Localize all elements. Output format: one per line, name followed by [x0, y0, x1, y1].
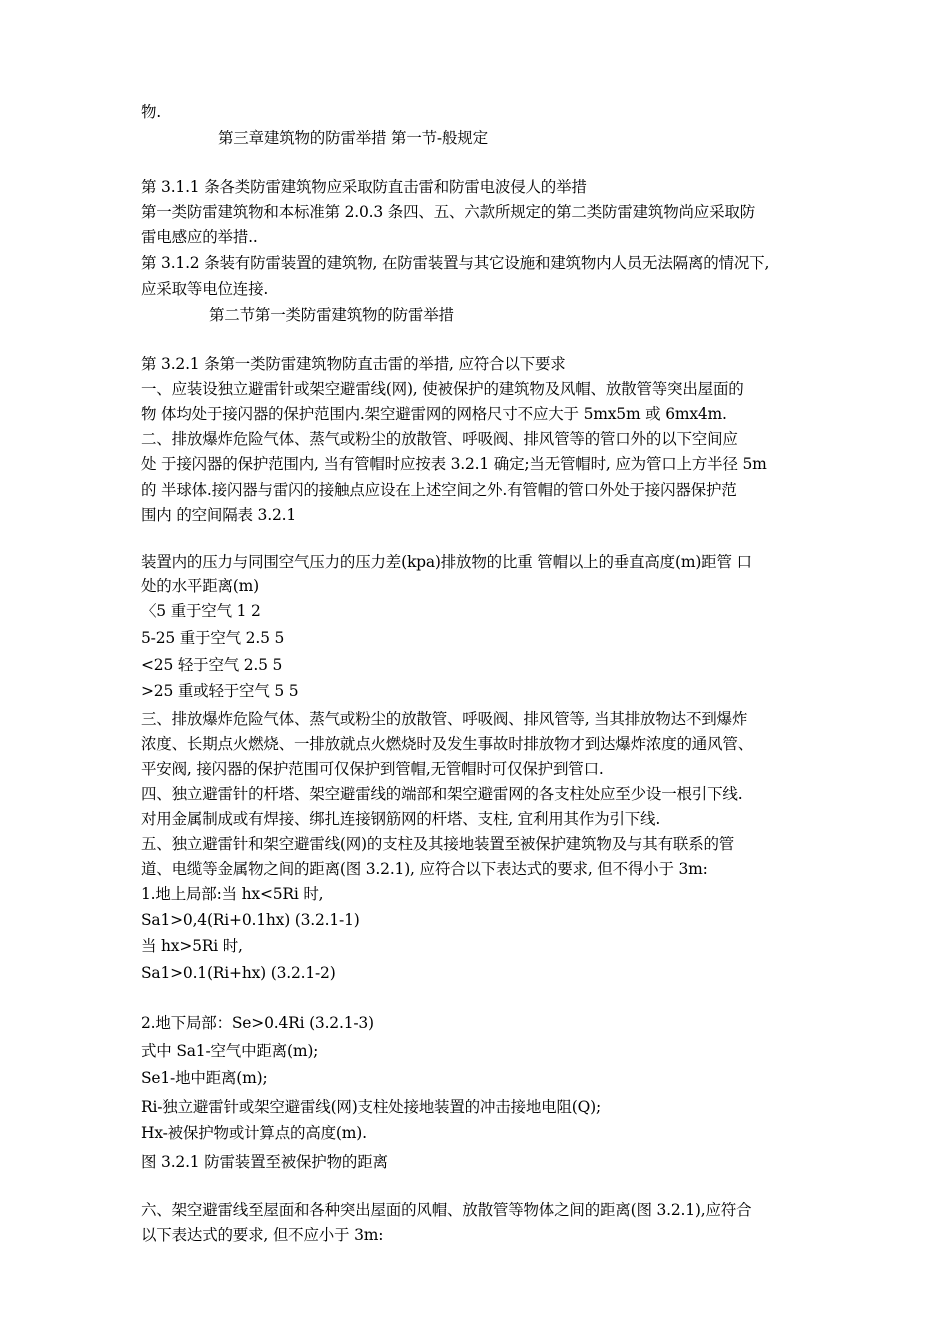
formula-line: 2.地下局部：Se>0.4Ri (3.2.1-3)	[141, 1014, 374, 1032]
table-row: 〈5 重于空气 1 2	[141, 602, 261, 620]
text-line: 第 3.1.1 条各类防雷建筑物应采取防直击雷和防雷电波侵人的举措	[141, 178, 587, 196]
text-line: 第 3.2.1 条第一类防雷建筑物防直击雷的举措, 应符合以下要求	[141, 355, 566, 373]
chapter-heading: 第三章建筑物的防雷举措 第一节-般规定	[218, 129, 488, 147]
table-header: 装置内的压力与同围空气压力的压力差(kpa)排放物的比重 管帽以上的垂直高度(m)距管 口	[141, 553, 752, 571]
text-line: 六、架空避雷线至屋面和各种突出屋面的风帽、放散管等物体之间的距离(图 3.2.1),应符合	[141, 1201, 752, 1219]
text-line: 第 3.1.2 条装有防雷装置的建筑物, 在防雷装置与其它设施和建筑物内人员无法隔离的情况下,	[141, 254, 770, 272]
text-line: 的 半球体.接闪器与雷闪的接触点应设在上述空间之外.有管帽的管口外处于接闪器保护范	[141, 481, 737, 499]
table-row: <25 轻于空气 2.5 5	[141, 656, 283, 674]
table-row: >25 重或轻于空气 5 5	[141, 682, 299, 700]
text-line: 雷电感应的举措..	[141, 228, 258, 246]
formula-line: Sa1>0.1(Ri+hx) (3.2.1-2)	[141, 964, 336, 982]
text-line: 物.	[141, 103, 162, 121]
text-line: 四、独立避雷针的杆塔、架空避雷线的端部和架空避雷网的各支柱处应至少设一根引下线.	[141, 785, 743, 803]
text-line: 浓度、长期点火燃烧、一排放就点火燃烧时及发生事故时排放物才到达爆炸浓度的通风管、	[141, 735, 754, 753]
text-line: Ri-独立避雷针或架空避雷线(网)支柱处接地装置的冲击接地电阻(Q);	[141, 1098, 601, 1116]
text-line: 物 体均处于接闪器的保护范围内.架空避雷网的网格尺寸不应大于 5mx5m 或 6mx4m.	[141, 405, 727, 423]
text-line: 平安阀, 接闪器的保护范围可仅保护到管帽,无管帽时可仅保护到管口.	[141, 760, 604, 778]
section-heading: 第二节第一类防雷建筑物的防雷举措	[209, 306, 454, 324]
text-line: 式中 Sa1-空气中距离(m);	[141, 1042, 319, 1060]
formula-line: 1.地上局部:当 hx<5Ri 时,	[141, 885, 324, 903]
text-line: Hx-被保护物或计算点的高度(m).	[141, 1124, 367, 1142]
table-row: 5-25 重于空气 2.5 5	[141, 629, 285, 647]
text-line: 以下表达式的要求, 但不应小于 3m:	[141, 1226, 384, 1244]
figure-caption: 图 3.2.1 防雷装置至被保护物的距离	[141, 1153, 388, 1171]
text-line: 处 于接闪器的保护范围内, 当有管帽时应按表 3.2.1 确定;当无管帽时, 应为管口上方半径 5m	[141, 455, 767, 473]
text-line: 道、电缆等金属物之间的距离(图 3.2.1), 应符合以下表达式的要求, 但不得小于 3m:	[141, 860, 708, 878]
text-line: Se1-地中距离(m);	[141, 1069, 268, 1087]
text-line: 五、独立避雷针和架空避雷线(网)的支柱及其接地装置至被保护建筑物及与其有联系的管	[141, 835, 735, 853]
text-line: 三、排放爆炸危险气体、蒸气或粉尘的放散管、呼吸阀、排风管等, 当其排放物达不到爆炸	[141, 710, 748, 728]
text-line: 二、排放爆炸危险气体、蒸气或粉尘的放散管、呼吸阀、排风管等的管口外的以下空间应	[141, 430, 738, 448]
text-line: 一、应装设独立避雷针或架空避雷线(网), 使被保护的建筑物及风帽、放散管等突出屋面的	[141, 380, 744, 398]
text-line: 围内 的空间隔表 3.2.1	[141, 506, 296, 524]
text-line: 第一类防雷建筑物和本标准第 2.0.3 条四、五、六款所规定的第二类防雷建筑物尚应采取防	[141, 203, 755, 221]
text-line: 对用金属制成或有焊接、绑扎连接钢筋网的杆塔、支柱, 宜利用其作为引下线.	[141, 810, 661, 828]
formula-line: 当 hx>5Ri 时,	[141, 937, 243, 955]
text-line: 应采取等电位连接.	[141, 280, 269, 298]
table-header: 处的水平距离(m)	[141, 577, 259, 595]
formula-line: Sa1>0,4(Ri+0.1hx) (3.2.1-1)	[141, 911, 360, 929]
